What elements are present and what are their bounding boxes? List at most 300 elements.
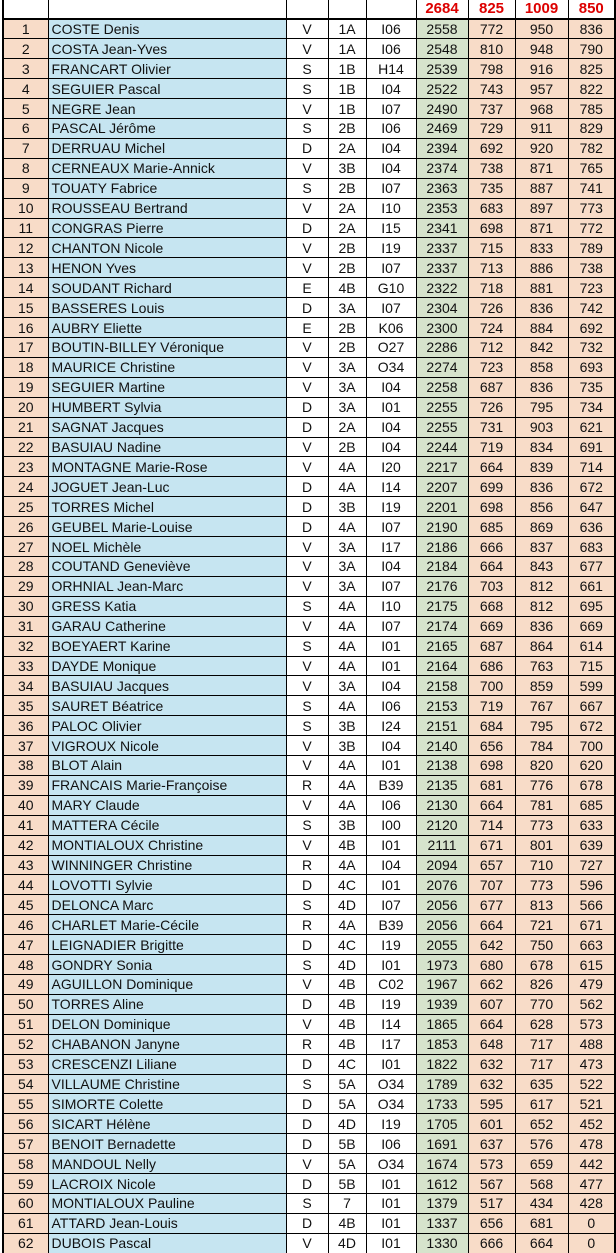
r3-cell: 669 — [568, 616, 615, 636]
club-cell: I04 — [366, 158, 416, 178]
table-row — [3, 1114, 615, 1134]
rank-cell: 20 — [3, 397, 48, 417]
name-cell: BOEYAERT Karine — [48, 636, 286, 656]
club-cell: I04 — [366, 417, 416, 437]
r2-cell: 843 — [515, 556, 568, 576]
status-cell: S — [286, 596, 328, 616]
table-row — [3, 1094, 615, 1114]
rank-cell: 11 — [3, 218, 48, 238]
r3-cell: 772 — [568, 218, 615, 238]
status-cell: D — [286, 1174, 328, 1194]
total-cell: 1691 — [416, 1134, 468, 1154]
r2-cell: 911 — [515, 119, 568, 139]
name-cell: TORRES Aline — [48, 994, 286, 1014]
table-row — [3, 1193, 615, 1213]
name-cell: COSTE Denis — [48, 19, 286, 39]
club-cell: I01 — [366, 756, 416, 776]
r3-cell: 636 — [568, 517, 615, 537]
rank-cell: 8 — [3, 158, 48, 178]
status-cell: V — [286, 676, 328, 696]
club-cell: I04 — [366, 556, 416, 576]
category-cell: 1B — [328, 99, 366, 119]
total-cell: 2394 — [416, 138, 468, 158]
r3-cell: 615 — [568, 955, 615, 975]
name-cell: GEUBEL Marie-Louise — [48, 517, 286, 537]
club-cell: I19 — [366, 1114, 416, 1134]
r1-cell: 686 — [468, 656, 515, 676]
r2-cell: 681 — [515, 1213, 568, 1233]
rank-cell: 27 — [3, 537, 48, 557]
total-cell: 1330 — [416, 1233, 468, 1253]
r2-cell: 750 — [515, 935, 568, 955]
r2-cell: 950 — [515, 19, 568, 39]
status-cell: S — [286, 59, 328, 79]
r2-cell: 903 — [515, 417, 568, 437]
club-cell: C02 — [366, 975, 416, 995]
category-cell: 4B — [328, 994, 366, 1014]
club-cell: I15 — [366, 218, 416, 238]
r2-cell: 795 — [515, 716, 568, 736]
club-cell: B39 — [366, 915, 416, 935]
status-cell: D — [286, 138, 328, 158]
r3-cell: 715 — [568, 656, 615, 676]
r3-cell: 661 — [568, 576, 615, 596]
category-cell: 2A — [328, 198, 366, 218]
rank-cell: 54 — [3, 1074, 48, 1094]
table-row — [3, 338, 615, 358]
rank-cell: 42 — [3, 835, 48, 855]
club-cell: I01 — [366, 955, 416, 975]
table-row — [3, 736, 615, 756]
status-cell: S — [286, 178, 328, 198]
table-row — [3, 815, 615, 835]
club-cell: I04 — [366, 855, 416, 875]
r2-cell: 710 — [515, 855, 568, 875]
r2-cell: 836 — [515, 477, 568, 497]
status-cell: D — [286, 1213, 328, 1233]
club-cell: I06 — [366, 39, 416, 59]
club-cell: I10 — [366, 198, 416, 218]
status-cell: S — [286, 955, 328, 975]
category-cell: 4D — [328, 1233, 366, 1253]
table-row — [3, 756, 615, 776]
table-row — [3, 1034, 615, 1054]
status-cell: V — [286, 198, 328, 218]
name-cell: BENOIT Bernadette — [48, 1134, 286, 1154]
name-cell: CHARLET Marie-Cécile — [48, 915, 286, 935]
status-cell: D — [286, 497, 328, 517]
r1-cell: 666 — [468, 1233, 515, 1253]
category-cell: 2B — [328, 238, 366, 258]
name-cell: ATTARD Jean-Louis — [48, 1213, 286, 1233]
club-cell: I20 — [366, 457, 416, 477]
r2-cell: 776 — [515, 775, 568, 795]
name-cell: SAGNAT Jacques — [48, 417, 286, 437]
status-cell: D — [286, 1054, 328, 1074]
r3-cell: 647 — [568, 497, 615, 517]
name-cell: CHABANON Janyne — [48, 1034, 286, 1054]
header-club — [366, 0, 416, 19]
table-row — [3, 994, 615, 1014]
status-cell: V — [286, 736, 328, 756]
name-cell: COUTAND Geneviève — [48, 556, 286, 576]
category-cell: 5B — [328, 1174, 366, 1194]
r1-cell: 607 — [468, 994, 515, 1014]
total-cell: 2548 — [416, 39, 468, 59]
r3-cell: 488 — [568, 1034, 615, 1054]
r1-cell: 698 — [468, 756, 515, 776]
r1-cell: 772 — [468, 19, 515, 39]
r3-cell: 732 — [568, 338, 615, 358]
r2-cell: 859 — [515, 676, 568, 696]
club-cell: I24 — [366, 716, 416, 736]
rank-cell: 55 — [3, 1094, 48, 1114]
rank-cell: 1 — [3, 19, 48, 39]
name-cell: LOVOTTI Sylvie — [48, 875, 286, 895]
r2-cell: 834 — [515, 437, 568, 457]
status-cell: V — [286, 795, 328, 815]
rank-cell: 21 — [3, 417, 48, 437]
r3-cell: 566 — [568, 895, 615, 915]
r3-cell: 678 — [568, 775, 615, 795]
name-cell: NEGRE Jean — [48, 99, 286, 119]
category-cell: 4C — [328, 935, 366, 955]
r2-cell: 897 — [515, 198, 568, 218]
r1-cell: 810 — [468, 39, 515, 59]
club-cell: O34 — [366, 1094, 416, 1114]
rank-cell: 31 — [3, 616, 48, 636]
status-cell: D — [286, 1114, 328, 1134]
r1-cell: 657 — [468, 855, 515, 875]
r3-cell: 723 — [568, 278, 615, 298]
status-cell: D — [286, 417, 328, 437]
category-cell: 5A — [328, 1074, 366, 1094]
total-cell: 2207 — [416, 477, 468, 497]
rank-cell: 23 — [3, 457, 48, 477]
table-row — [3, 178, 615, 198]
status-cell: D — [286, 517, 328, 537]
club-cell: I04 — [366, 79, 416, 99]
r1-cell: 632 — [468, 1054, 515, 1074]
name-cell: MONTIALOUX Christine — [48, 835, 286, 855]
status-cell: V — [286, 1233, 328, 1253]
club-cell: I04 — [366, 138, 416, 158]
r2-cell: 664 — [515, 1233, 568, 1253]
status-cell: R — [286, 855, 328, 875]
rank-cell: 10 — [3, 198, 48, 218]
name-cell: SEGUIER Pascal — [48, 79, 286, 99]
rank-cell: 13 — [3, 258, 48, 278]
status-cell: R — [286, 1034, 328, 1054]
rank-cell: 53 — [3, 1054, 48, 1074]
ranking-table-container — [2, 0, 616, 1253]
rank-cell: 52 — [3, 1034, 48, 1054]
r3-cell: 614 — [568, 636, 615, 656]
r2-cell: 871 — [515, 158, 568, 178]
r3-cell: 521 — [568, 1094, 615, 1114]
total-cell: 1865 — [416, 1014, 468, 1034]
status-cell: S — [286, 636, 328, 656]
r2-cell: 968 — [515, 99, 568, 119]
category-cell: 4D — [328, 955, 366, 975]
total-cell: 2217 — [416, 457, 468, 477]
table-row — [3, 636, 615, 656]
status-cell: D — [286, 397, 328, 417]
table-row — [3, 99, 615, 119]
r3-cell: 452 — [568, 1114, 615, 1134]
total-cell: 2165 — [416, 636, 468, 656]
name-cell: MONTAGNE Marie-Rose — [48, 457, 286, 477]
r1-cell: 726 — [468, 298, 515, 318]
category-cell: 3B — [328, 736, 366, 756]
r3-cell: 825 — [568, 59, 615, 79]
category-cell: 4D — [328, 1114, 366, 1134]
r3-cell: 789 — [568, 238, 615, 258]
rank-cell: 50 — [3, 994, 48, 1014]
club-cell: I19 — [366, 497, 416, 517]
status-cell: V — [286, 1014, 328, 1034]
club-cell: I14 — [366, 1014, 416, 1034]
table-row — [3, 417, 615, 437]
category-cell: 4A — [328, 517, 366, 537]
category-cell: 4B — [328, 975, 366, 995]
club-cell: I06 — [366, 696, 416, 716]
total-cell: 2176 — [416, 576, 468, 596]
club-cell: I07 — [366, 576, 416, 596]
header-rank — [3, 0, 48, 19]
total-cell: 2322 — [416, 278, 468, 298]
name-cell: CONGRAS Pierre — [48, 218, 286, 238]
r1-cell: 668 — [468, 596, 515, 616]
r3-cell: 672 — [568, 477, 615, 497]
r1-cell: 692 — [468, 138, 515, 158]
name-cell: CRESCENZI Liliane — [48, 1054, 286, 1074]
total-cell: 1853 — [416, 1034, 468, 1054]
r3-cell: 428 — [568, 1193, 615, 1213]
r2-cell: 856 — [515, 497, 568, 517]
table-row — [3, 138, 615, 158]
table-row — [3, 298, 615, 318]
r2-cell: 916 — [515, 59, 568, 79]
rank-cell: 33 — [3, 656, 48, 676]
rank-cell: 48 — [3, 955, 48, 975]
rank-cell: 44 — [3, 875, 48, 895]
category-cell: 4A — [328, 596, 366, 616]
r1-cell: 637 — [468, 1134, 515, 1154]
name-cell: BASUIAU Nadine — [48, 437, 286, 457]
r2-cell: 836 — [515, 377, 568, 397]
category-cell: 2B — [328, 437, 366, 457]
rank-cell: 7 — [3, 138, 48, 158]
rank-cell: 29 — [3, 576, 48, 596]
status-cell: S — [286, 716, 328, 736]
table-row — [3, 39, 615, 59]
r3-cell: 573 — [568, 1014, 615, 1034]
r3-cell: 478 — [568, 1134, 615, 1154]
total-cell: 2055 — [416, 935, 468, 955]
total-cell: 2094 — [416, 855, 468, 875]
r1-cell: 719 — [468, 696, 515, 716]
status-cell: D — [286, 994, 328, 1014]
table-row — [3, 377, 615, 397]
r3-cell: 473 — [568, 1054, 615, 1074]
total-cell: 2151 — [416, 716, 468, 736]
total-cell: 2286 — [416, 338, 468, 358]
category-cell: 5B — [328, 1134, 366, 1154]
r1-cell: 723 — [468, 357, 515, 377]
name-cell: DELONCA Marc — [48, 895, 286, 915]
r1-cell: 737 — [468, 99, 515, 119]
club-cell: I07 — [366, 616, 416, 636]
total-cell: 2184 — [416, 556, 468, 576]
total-cell: 2186 — [416, 537, 468, 557]
category-cell: 7 — [328, 1193, 366, 1213]
category-cell: 4A — [328, 756, 366, 776]
category-cell: 2B — [328, 338, 366, 358]
name-cell: DAYDE Monique — [48, 656, 286, 676]
category-cell: 3B — [328, 716, 366, 736]
r3-cell: 442 — [568, 1154, 615, 1174]
r2-cell: 820 — [515, 756, 568, 776]
table-row — [3, 935, 615, 955]
r3-cell: 639 — [568, 835, 615, 855]
total-cell: 1939 — [416, 994, 468, 1014]
rank-cell: 9 — [3, 178, 48, 198]
total-cell: 2175 — [416, 596, 468, 616]
rank-cell: 3 — [3, 59, 48, 79]
r2-cell: 652 — [515, 1114, 568, 1134]
rank-cell: 14 — [3, 278, 48, 298]
category-cell: 1B — [328, 79, 366, 99]
rank-cell: 17 — [3, 338, 48, 358]
name-cell: MARY Claude — [48, 795, 286, 815]
rank-cell: 39 — [3, 775, 48, 795]
club-cell: I04 — [366, 676, 416, 696]
table-row — [3, 258, 615, 278]
r1-cell: 664 — [468, 915, 515, 935]
club-cell: I01 — [366, 636, 416, 656]
name-cell: HUMBERT Sylvia — [48, 397, 286, 417]
club-cell: I07 — [366, 178, 416, 198]
rank-cell: 12 — [3, 238, 48, 258]
r1-cell: 683 — [468, 198, 515, 218]
r1-cell: 669 — [468, 616, 515, 636]
rank-cell: 43 — [3, 855, 48, 875]
name-cell: TORRES Michel — [48, 497, 286, 517]
table-row — [3, 656, 615, 676]
total-cell: 2469 — [416, 119, 468, 139]
category-cell: 4A — [328, 696, 366, 716]
category-cell: 4C — [328, 875, 366, 895]
club-cell: I07 — [366, 258, 416, 278]
club-cell: O34 — [366, 1074, 416, 1094]
rank-cell: 30 — [3, 596, 48, 616]
status-cell: V — [286, 756, 328, 776]
rank-cell: 4 — [3, 79, 48, 99]
club-cell: I10 — [366, 596, 416, 616]
r1-cell: 714 — [468, 815, 515, 835]
status-cell: E — [286, 318, 328, 338]
table-row — [3, 198, 615, 218]
name-cell: DERRUAU Michel — [48, 138, 286, 158]
club-cell: I07 — [366, 517, 416, 537]
status-cell: S — [286, 895, 328, 915]
table-row — [3, 1014, 615, 1034]
table-row — [3, 119, 615, 139]
r2-cell: 635 — [515, 1074, 568, 1094]
table-row — [3, 318, 615, 338]
category-cell: 2B — [328, 258, 366, 278]
rank-cell: 34 — [3, 676, 48, 696]
table-row — [3, 616, 615, 636]
club-cell: I06 — [366, 1134, 416, 1154]
r1-cell: 595 — [468, 1094, 515, 1114]
r2-cell: 836 — [515, 298, 568, 318]
status-cell: E — [286, 278, 328, 298]
name-cell: GRESS Katia — [48, 596, 286, 616]
total-cell: 2558 — [416, 19, 468, 39]
r1-cell: 517 — [468, 1193, 515, 1213]
header-round3-score: 850 — [568, 0, 615, 19]
r3-cell: 621 — [568, 417, 615, 437]
table-row — [3, 457, 615, 477]
category-cell: 3A — [328, 357, 366, 377]
r1-cell: 666 — [468, 537, 515, 557]
rank-cell: 59 — [3, 1174, 48, 1194]
table-row — [3, 835, 615, 855]
name-cell: MONTIALOUX Pauline — [48, 1193, 286, 1213]
table-row — [3, 79, 615, 99]
status-cell: R — [286, 915, 328, 935]
name-cell: JOGUET Jean-Luc — [48, 477, 286, 497]
club-cell: I01 — [366, 1174, 416, 1194]
table-row — [3, 218, 615, 238]
total-cell: 2255 — [416, 397, 468, 417]
r1-cell: 700 — [468, 676, 515, 696]
r1-cell: 567 — [468, 1174, 515, 1194]
r1-cell: 664 — [468, 1014, 515, 1034]
table-row — [3, 357, 615, 377]
r3-cell: 479 — [568, 975, 615, 995]
r2-cell: 887 — [515, 178, 568, 198]
name-cell: TOUATY Fabrice — [48, 178, 286, 198]
table-row — [3, 477, 615, 497]
rank-cell: 45 — [3, 895, 48, 915]
total-cell: 2244 — [416, 437, 468, 457]
r1-cell: 715 — [468, 238, 515, 258]
r3-cell: 596 — [568, 875, 615, 895]
total-cell: 2304 — [416, 298, 468, 318]
total-cell: 2140 — [416, 736, 468, 756]
r1-cell: 729 — [468, 119, 515, 139]
r3-cell: 785 — [568, 99, 615, 119]
r2-cell: 813 — [515, 895, 568, 915]
total-cell: 1967 — [416, 975, 468, 995]
r2-cell: 858 — [515, 357, 568, 377]
category-cell: 4B — [328, 1213, 366, 1233]
status-cell: V — [286, 835, 328, 855]
r1-cell: 687 — [468, 377, 515, 397]
club-cell: I04 — [366, 437, 416, 457]
r3-cell: 695 — [568, 596, 615, 616]
status-cell: V — [286, 556, 328, 576]
r2-cell: 767 — [515, 696, 568, 716]
name-cell: ROUSSEAU Bertrand — [48, 198, 286, 218]
club-cell: O34 — [366, 1154, 416, 1174]
name-cell: VILLAUME Christine — [48, 1074, 286, 1094]
category-cell: 4B — [328, 1034, 366, 1054]
rank-cell: 18 — [3, 357, 48, 377]
